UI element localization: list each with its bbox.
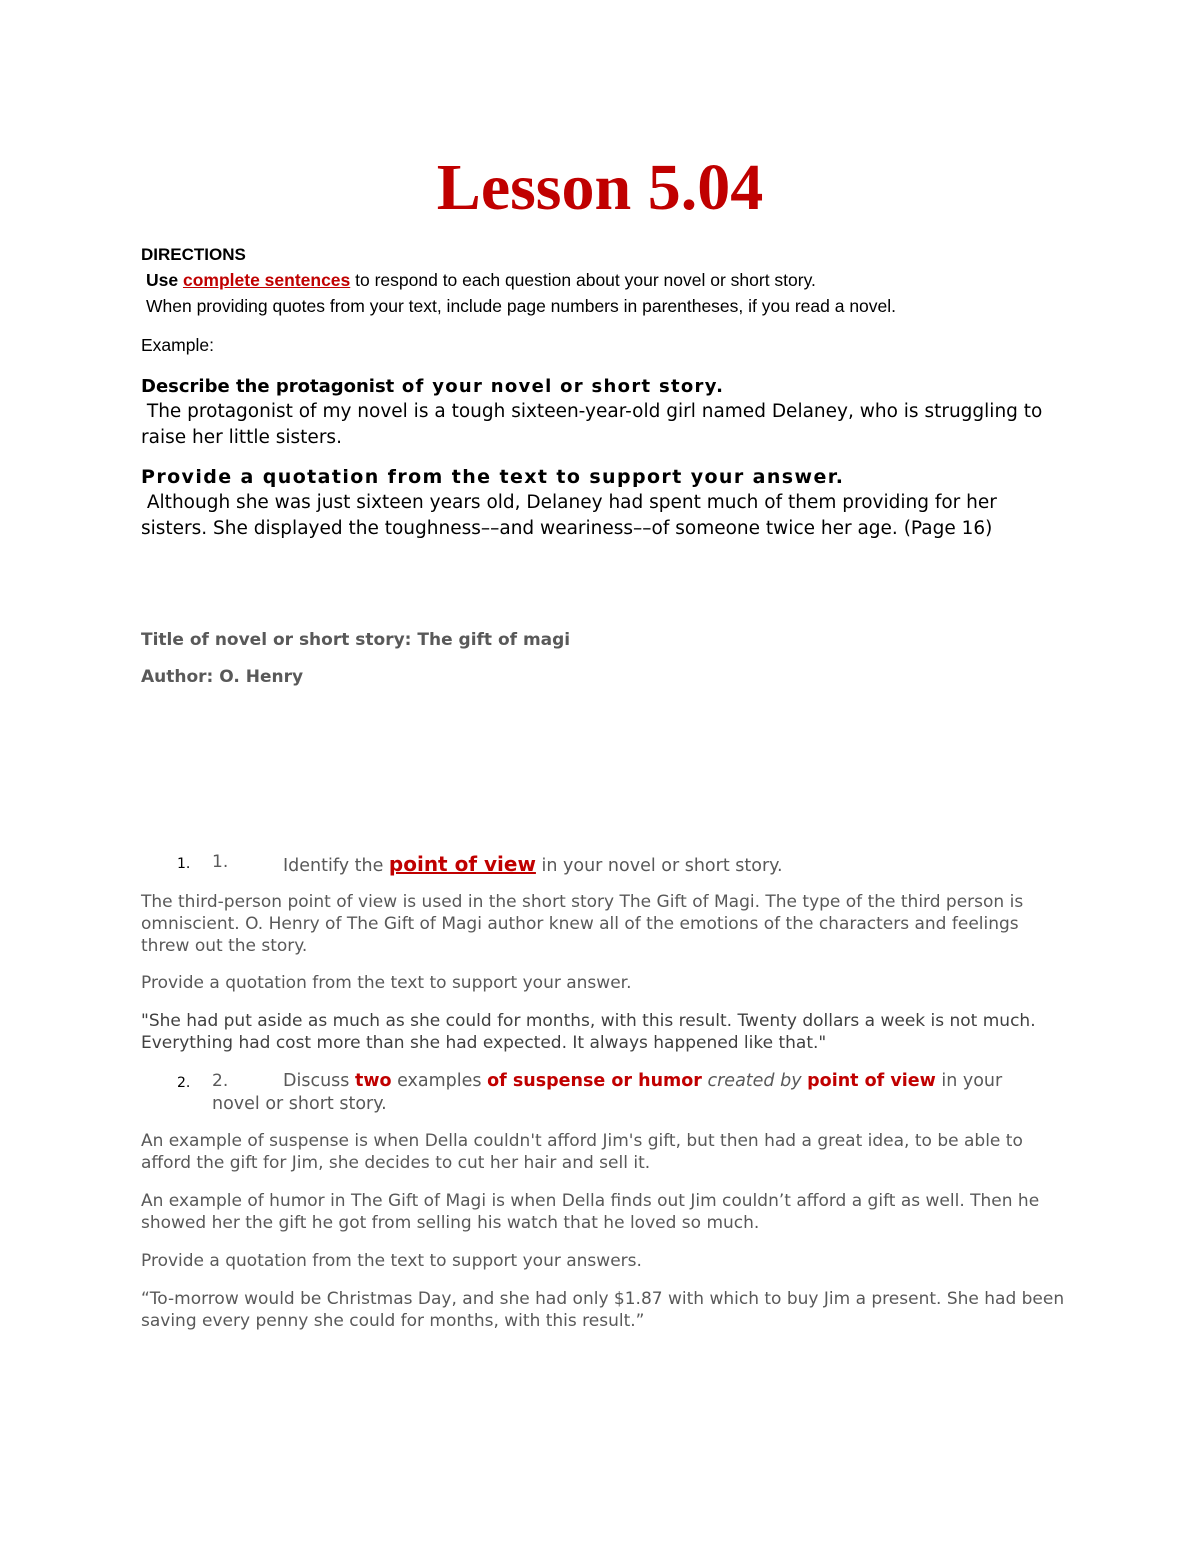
question-2-two: two bbox=[354, 1071, 392, 1091]
example-question-1-a: Describe the protagonist bbox=[141, 376, 395, 397]
list-number-outer-2: 2. bbox=[177, 1075, 191, 1091]
suspense-example-paragraph: An example of suspense is when Della couldn't afford Jim's gift, but then had a great idea, to be able to afford the gift for Jim, she decides to cut her hair and sell it. bbox=[141, 1131, 1023, 1173]
example-label: Example: bbox=[141, 335, 214, 355]
example-answer-1-text: The protagonist of my novel is a tough sixteen-year-old girl named Delaney, who is struggling to raise her little sisters. bbox=[141, 401, 1043, 448]
quotation-1: "She had put aside as much as she could for months, with this result. Twenty dollars a week is not much. Everything had cost more than she had expected. It always happened like that." bbox=[141, 1011, 1036, 1053]
list-number-inner-1: 1. bbox=[212, 852, 229, 872]
example-answer-1 bbox=[141, 399, 1061, 451]
question-2-suspense-humor: of suspense or humor bbox=[487, 1071, 702, 1091]
example-question-1 bbox=[141, 376, 724, 397]
question-2-created-by: created by bbox=[701, 1071, 802, 1091]
directions-heading: DIRECTIONS bbox=[141, 245, 246, 264]
question-2-w8: in your bbox=[935, 1071, 1003, 1091]
novel-title-line: Title of novel or short story: The gift of magi bbox=[141, 630, 571, 650]
question-2-w3: examples bbox=[391, 1071, 488, 1091]
question-2-w1: Discuss bbox=[283, 1071, 355, 1091]
quotation-prompt-2: Provide a quotation from the text to support your answers. bbox=[141, 1251, 642, 1271]
question-2-continuation: novel or short story. bbox=[212, 1094, 387, 1114]
directions-line-2: When providing quotes from your text, include page numbers in parentheses, if you read a novel. bbox=[146, 296, 897, 316]
example-answer-2-text: Although she was just sixteen years old, Delaney had spent much of them providing for her sisters. She displayed the toughness––and weariness––of someone twice her age. (Page 16) bbox=[141, 492, 997, 539]
humor-example-paragraph: An example of humor in The Gift of Magi is when Della finds out Jim couldn’t afford a gift as well. Then he showed her the gift he got from selling his watch that he loved so much. bbox=[141, 1191, 1040, 1233]
author-line: Author: O. Henry bbox=[141, 667, 304, 687]
example-question-1-b: of your novel or short story. bbox=[394, 376, 725, 397]
directions-line-1 bbox=[146, 270, 816, 291]
page-title: Lesson 5.04 bbox=[436, 151, 764, 224]
example-question-2: Provide a quotation from the text to support your answer. bbox=[141, 466, 845, 488]
example-answer-2 bbox=[141, 490, 1061, 542]
list-number-inner-2: 2. bbox=[212, 1071, 229, 1091]
quotation-prompt-1: Provide a quotation from the text to support your answer. bbox=[141, 973, 632, 993]
question-2-point-of-view: point of view bbox=[807, 1071, 936, 1091]
point-of-view-link[interactable]: point of view bbox=[388, 852, 536, 876]
directions-line-1-rest: to respond to each question about your novel or short story. bbox=[350, 270, 816, 290]
question-1 bbox=[283, 852, 783, 876]
list-number-outer-1: 1. bbox=[177, 856, 191, 872]
quotation-2: “To-morrow would be Christmas Day, and she had only $1.87 with which to buy Jim a present. She had been saving every penny she could for months, with this result.” bbox=[141, 1289, 1065, 1331]
answer-1-paragraph: The third-person point of view is used in the short story The Gift of Magi. The type of the third person is omniscient. O. Henry of The Gift of Magi author knew all of the emotions of the characters and feelings threw out the story. bbox=[141, 892, 1024, 956]
question-1-suffix: in your novel or short story. bbox=[535, 856, 783, 876]
question-1-prefix: Identify the bbox=[283, 856, 389, 876]
question-2 bbox=[283, 1071, 1002, 1091]
directions-use: Use bbox=[146, 270, 183, 290]
complete-sentences-link[interactable]: complete sentences bbox=[182, 270, 351, 290]
